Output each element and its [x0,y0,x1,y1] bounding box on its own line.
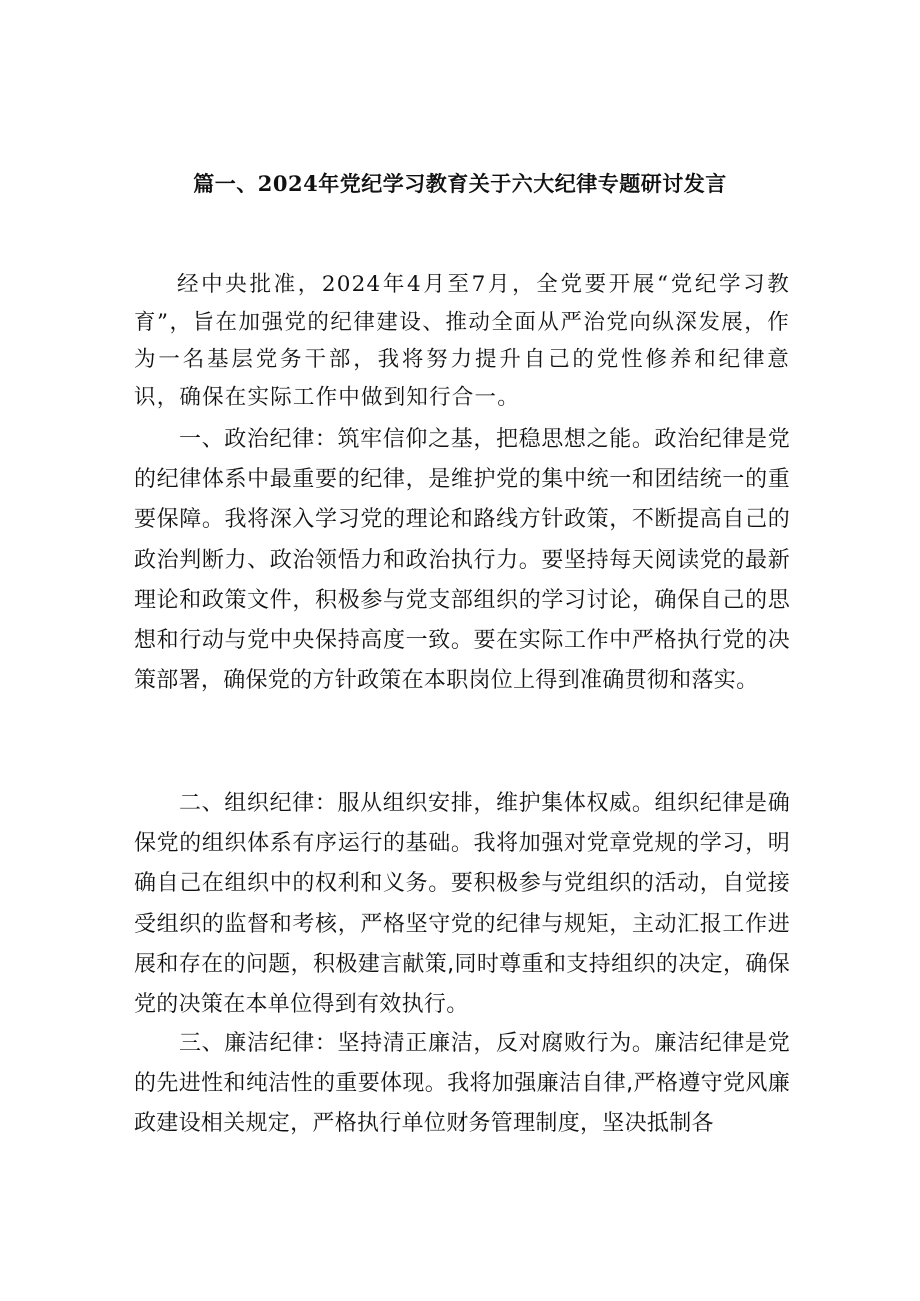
section-organizational-discipline: 二、组织纪律：服从组织安排，维护集体权威。组织纪律是确保党的组织体系有序运行的基础。我将加强对党章党规的学习，明确自己在组织中的权利和义务。要积极参与党组织的活动，自觉接受组织的监督和考核，严格坚守党的纪律与规矩，主动汇报工作进展和存在的问题，积极建言献策,同时尊重和支持组织的决定，确保党的决策在本单位得到有效执行。 [134,791,790,1018]
section-integrity-discipline: 三、廉洁纪律：坚持清正廉洁，反对腐败行为。廉洁纪律是党的先进性和纯洁性的重要体现。我将加强廉洁自律,严格遵守党风廉政建设相关规定，严格执行单位财务管理制度，坚决抵制各 [134,1031,790,1137]
document-title: 篇一、2024年党纪学习教育关于六大纪律专题研讨发言 [193,171,727,196]
section-political-discipline: 一、政治纪律：筑牢信仰之基，把稳思想之能。政治纪律是党的纪律体系中最重要的纪律，是维护党的集中统一和团结统一的重要保障。我将深入学习党的理论和路线方针政策，不断提高自己的政治判断力、政治领悟力和政治执行力。要坚持每天阅读党的最新理论和政策文件，积极参与党支部组织的学习讨论，确保自己的思想和行动与党中央保持高度一致。要在实际工作中严格执行党的决策部署，确保党的方针政策在本职岗位上得到准确贯彻和落实。 [134,427,790,694]
intro-paragraph: 经中央批准，2024年4月至7月，全党要开展“党纪学习教育”，旨在加强党的纪律建设、推动全面从严治党向纵深发展，作为一名基层党务干部，我将努力提升自己的党性修养和纪律意识，确保在实际工作中做到知行合一。 [134,272,790,410]
